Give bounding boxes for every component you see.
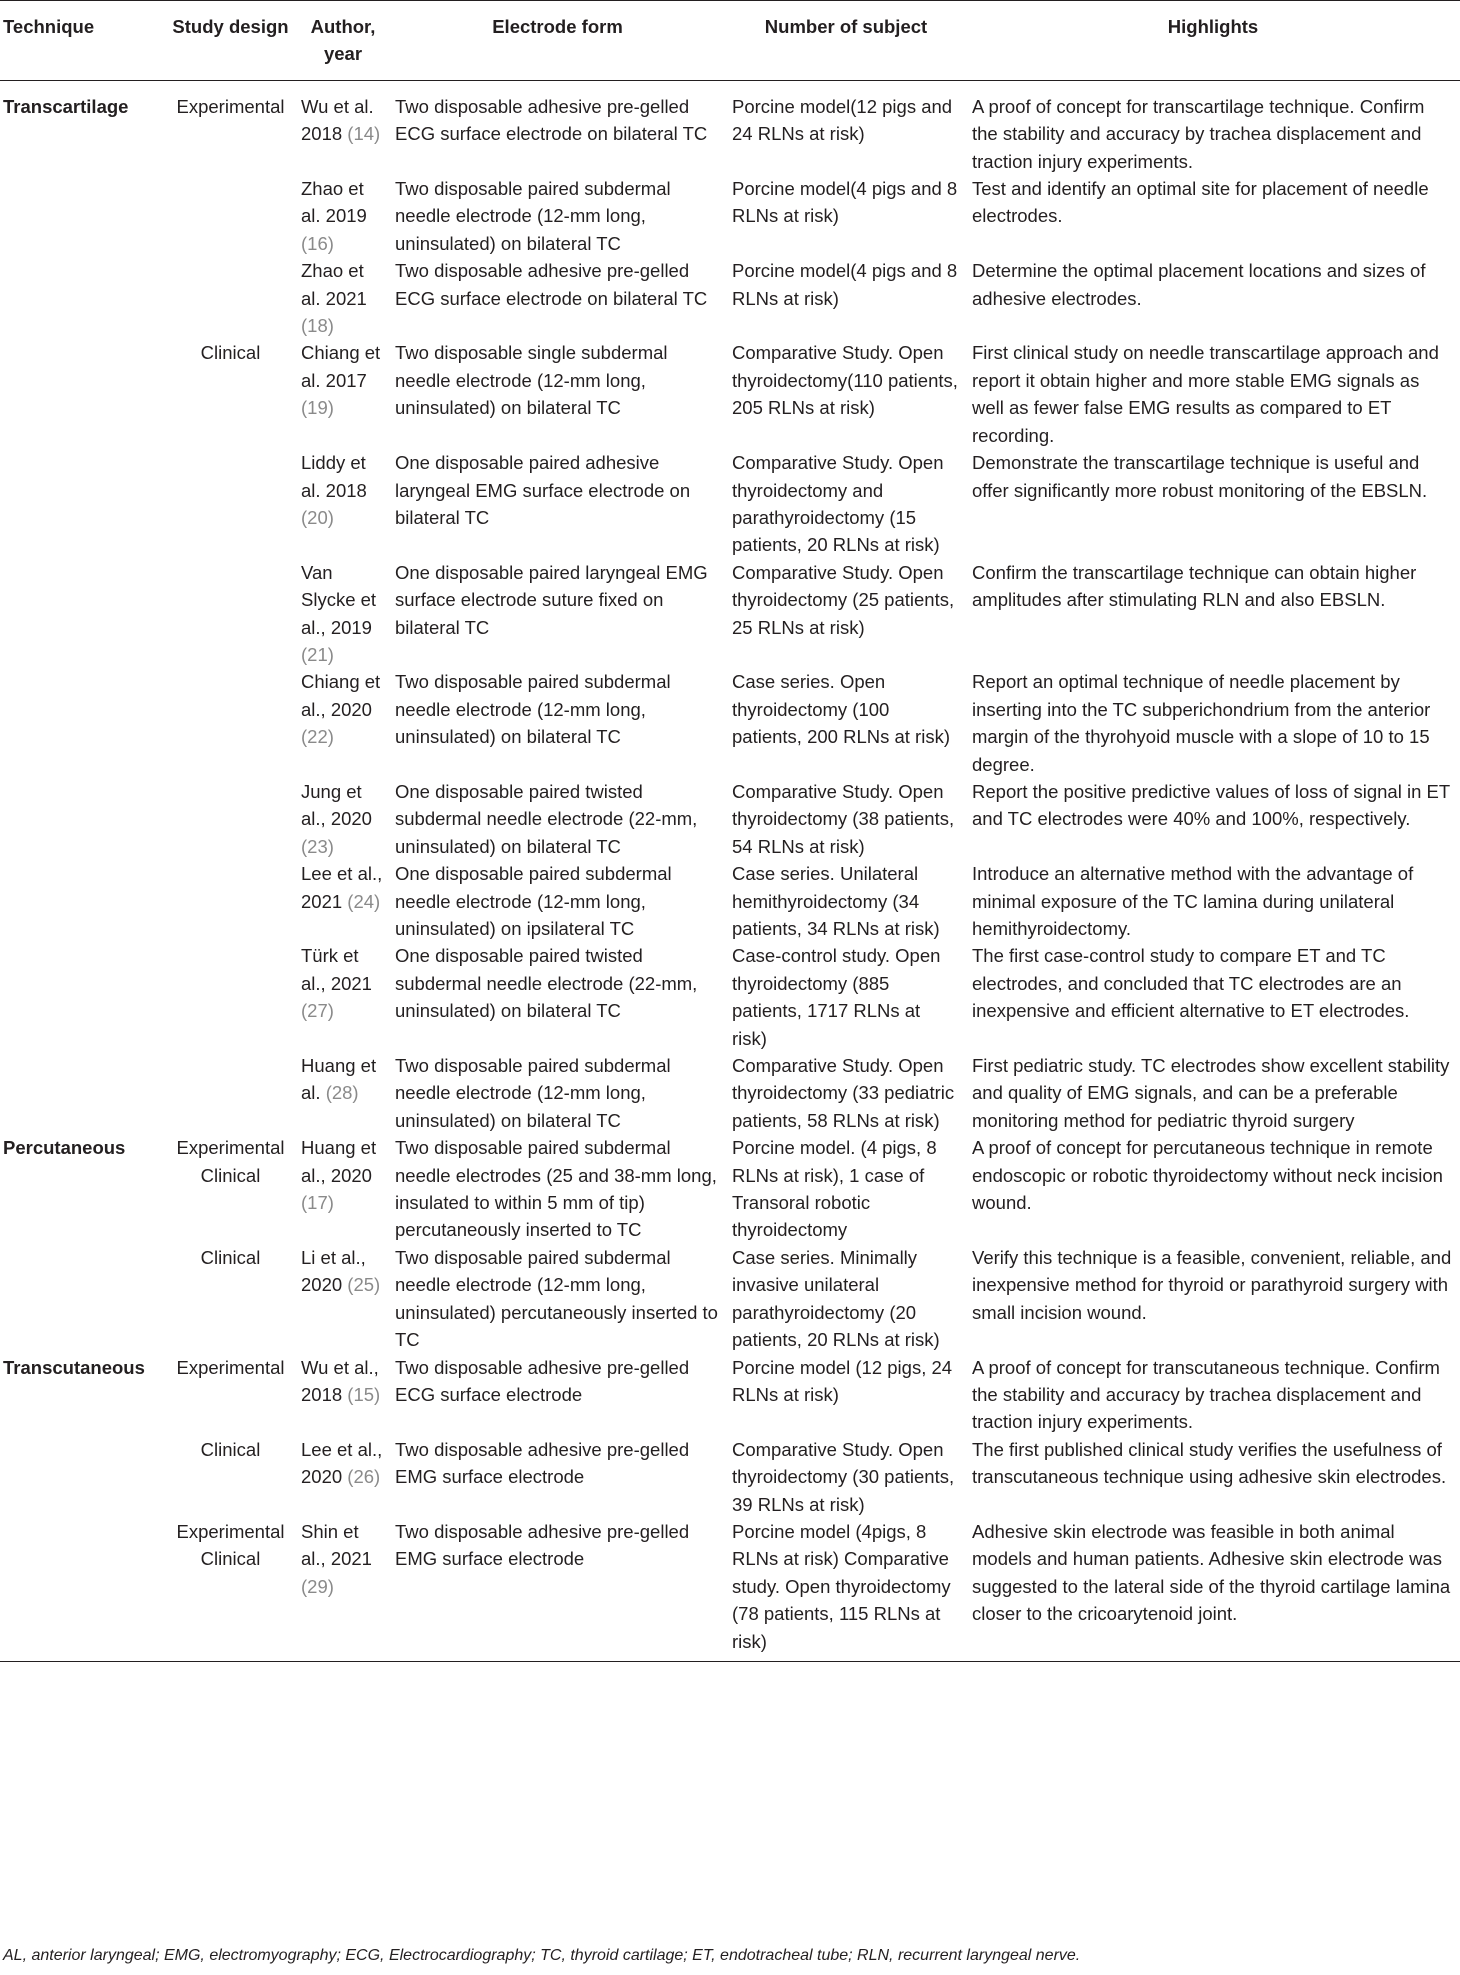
number-of-subject-cell: Comparative Study. Open thyroidectomy(110 patients, 205 RLNs at risk) [732, 342, 958, 419]
highlights-cell: First clinical study on needle transcartilage approach and report it obtain higher and more stable EMG signals as well as fewer false EMG results as compared to ET recording. [972, 342, 1439, 446]
study-design-cell: Experimental [176, 1356, 285, 1378]
technique-cell: Transcartilage [3, 95, 129, 117]
technique-cell [0, 339, 164, 449]
highlights-cell: Demonstrate the transcartilage technique is useful and offer significantly more robust monitoring of the EBSLN. [972, 452, 1428, 501]
number-of-subject-cell: Porcine model(12 pigs and 24 RLNs at risk) [732, 95, 953, 145]
highlights-cell: Confirm the transcartilage technique can obtain higher amplitudes after stimulating RLN and also EBSLN. [972, 561, 1417, 611]
number-of-subject-cell: Case series. Unilateral hemithyroidectomy (34 patients, 34 RLNs at risk) [732, 863, 940, 939]
author-text: Wu et al., 2018 [301, 1356, 379, 1405]
number-of-subject-cell: Porcine model (12 pigs, 24 RLNs at risk) [732, 1356, 953, 1405]
study-design-cell [164, 257, 297, 339]
author-text: Chiang et al. 2017 [301, 342, 381, 391]
author-text: Zhao et al. 2021 [301, 260, 367, 309]
highlights-cell: A proof of concept for percutaneous technique in remote endoscopic or robotic thyroidectomy without neck incision wound. [972, 1137, 1443, 1214]
highlights-cell: The first case-control study to compare ET and TC electrodes, and concluded that TC electrodes are an inexpensive and efficient alternative to ET electrodes. [972, 945, 1410, 1022]
author-year-cell [297, 860, 389, 942]
study-design-cell [164, 449, 297, 559]
electrode-form-cell: Two disposable paired subdermal needle electrodes (25 and 38-mm long, insulated to within 5 mm of tip) percutaneously inserted to TC [395, 1137, 717, 1241]
highlights-cell: Determine the optimal placement locations and sizes of adhesive electrodes. [972, 260, 1426, 309]
electrode-form-cell: Two disposable adhesive pre-gelled EMG surface electrode [389, 1518, 726, 1662]
table-row [0, 942, 1460, 1052]
electrode-form-cell: Two disposable single subdermal needle electrode (12-mm long, uninsulated) on bilateral TC [395, 342, 668, 419]
technique-cell [0, 175, 164, 257]
author-text: Zhao et al. 2019 [301, 178, 367, 227]
electrode-form-cell: One disposable paired twisted subdermal needle electrode (22-mm, uninsulated) on bilateral TC [395, 780, 698, 857]
highlights-cell: First pediatric study. TC electrodes show excellent stability and quality of EMG signals, and can be a preferable monitoring method for pediatric thyroid surgery [972, 1055, 1450, 1131]
number-of-subject-cell: Comparative Study. Open thyroidectomy (38 patients, 54 RLNs at risk) [732, 780, 955, 857]
electrode-form-cell: Two disposable paired subdermal needle electrode (12-mm long, uninsulated) on bilateral TC [395, 671, 671, 748]
technique-cell: Percutaneous [3, 1137, 126, 1159]
electrode-form-cell: Two disposable paired subdermal needle electrode (12-mm long, uninsulated) on bilateral TC [395, 1055, 671, 1131]
table-row [0, 1354, 1460, 1436]
electrode-form-cell: Two disposable paired subdermal needle electrode (12-mm long, uninsulated) on bilateral TC [395, 178, 671, 254]
number-of-subject-cell: Porcine model(4 pigs and 8 RLNs at risk) [732, 260, 958, 309]
table-row [0, 668, 1460, 778]
table-footnote: AL, anterior laryngeal; EMG, electromyography; ECG, Electrocardiography; TC, thyroid cartilage; ET, endotracheal tube; RLN, recurrent laryngeal nerve. [3, 1947, 1081, 1964]
technique-cell [0, 449, 164, 559]
electrode-form-cell: One disposable paired adhesive laryngeal EMG surface electrode on bilateral TC [395, 452, 691, 528]
number-of-subject-cell: Comparative Study. Open thyroidectomy and parathyroidectomy (15 patients, 20 RLNs at risk) [732, 452, 944, 556]
header-electrode-form: Electrode form [389, 1, 726, 81]
table-row [0, 80, 1460, 175]
number-of-subject-cell: Comparative Study. Open thyroidectomy (25 patients, 25 RLNs at risk) [732, 561, 955, 638]
author-year-cell [297, 1052, 389, 1134]
number-of-subject-cell: Case series. Minimally invasive unilateral parathyroidectomy (20 patients, 20 RLNs at risk) [732, 1246, 940, 1351]
number-of-subject-cell: Porcine model. (4 pigs, 8 RLNs at risk), 1 case of Transoral robotic thyroidectomy [732, 1137, 937, 1241]
electrode-form-cell: Two disposable adhesive pre-gelled EMG surface electrode [395, 1438, 690, 1488]
electrode-form-cell: One disposable paired twisted subdermal needle electrode (22-mm, uninsulated) on bilateral TC [395, 945, 698, 1022]
electrode-form-cell: One disposable paired laryngeal EMG surface electrode suture fixed on bilateral TC [395, 561, 708, 638]
reference-number: (21) [301, 643, 334, 665]
number-of-subject-cell: Comparative Study. Open thyroidectomy (30 patients, 39 RLNs at risk) [732, 1438, 955, 1515]
author-year-cell [297, 1134, 389, 1244]
technique-cell [0, 257, 164, 339]
table-row [0, 860, 1460, 942]
reference-number: (19) [301, 397, 334, 419]
study-design-cell: Experimental Clinical [164, 1518, 297, 1662]
author-year-cell [297, 942, 389, 1052]
author-text: Lee et al., 2020 [301, 1438, 383, 1488]
highlights-cell: Verify this technique is a feasible, convenient, reliable, and inexpensive method for thyroid or parathyroid surgery with small incision wound. [972, 1246, 1452, 1323]
author-text: Wu et al. 2018 [301, 95, 374, 145]
number-of-subject-cell: Case series. Open thyroidectomy (100 patients, 200 RLNs at risk) [732, 671, 950, 748]
author-text: Liddy et al. 2018 [301, 452, 367, 501]
table-row [0, 1052, 1460, 1134]
study-design-cell: Clinical [200, 1438, 261, 1460]
table-row [0, 449, 1460, 559]
author-year-cell [297, 668, 389, 778]
highlights-cell: A proof of concept for transcartilage technique. Confirm the stability and accuracy by trachea displacement and traction injury experiments. [972, 95, 1425, 172]
study-design-cell: Experimental Clinical [176, 1137, 285, 1186]
technique-cell [0, 860, 164, 942]
study-design-cell [164, 942, 297, 1052]
reference-number: (23) [301, 835, 334, 857]
highlights-cell: Adhesive skin electrode was feasible in both animal models and human patients. Adhesive skin electrode was suggested to the lateral side of the thyroid cartilage lamina closer to the cricoarytenoid joint. [966, 1518, 1460, 1662]
author-text: Türk et al., 2021 [301, 945, 372, 994]
author-year-cell [297, 1354, 389, 1436]
study-design-cell: Experimental [176, 95, 285, 117]
number-of-subject-cell: Porcine model (4pigs, 8 RLNs at risk) Comparative study. Open thyroidectomy (78 patients, 115 RLNs at risk) [726, 1518, 966, 1662]
reference-number: (29) [301, 1575, 334, 1597]
table-row [0, 339, 1460, 449]
table-row [0, 175, 1460, 257]
author-year-cell [297, 80, 389, 175]
author-text: Huang et al., 2020 [301, 1137, 377, 1186]
author-year-cell [297, 778, 389, 860]
reference-number: (20) [301, 506, 334, 528]
study-design-cell [164, 1052, 297, 1134]
author-year-cell [297, 449, 389, 559]
study-design-cell [164, 559, 297, 669]
number-of-subject-cell: Case-control study. Open thyroidectomy (885 patients, 1717 RLNs at risk) [732, 945, 941, 1049]
reference-number: (26) [347, 1466, 381, 1488]
reference-number: (27) [301, 1000, 334, 1022]
highlights-cell: Introduce an alternative method with the advantage of minimal exposure of the TC lamina during unilateral hemithyroidectomy. [972, 863, 1414, 939]
author-year-cell [297, 559, 389, 669]
number-of-subject-cell: Comparative Study. Open thyroidectomy (33 pediatric patients, 58 RLNs at risk) [732, 1055, 955, 1131]
technique-cell [0, 1052, 164, 1134]
header-highlights: Highlights [966, 1, 1460, 81]
reference-number: (28) [325, 1082, 359, 1104]
author-year-cell [297, 257, 389, 339]
study-design-cell [164, 778, 297, 860]
reference-number: (25) [347, 1274, 381, 1296]
header-number-of-subject: Number of subject [726, 1, 966, 81]
author-text: Shin et al., 2021 [301, 1520, 372, 1570]
author-year-cell [297, 339, 389, 449]
author-text: Li et al., 2020 [301, 1246, 366, 1296]
reference-number: (15) [347, 1383, 381, 1405]
study-design-cell: Clinical [200, 1246, 261, 1268]
author-year-cell [297, 1518, 389, 1662]
reference-number: (16) [301, 232, 334, 254]
reference-number: (24) [347, 890, 381, 912]
header-study-design: Study design [164, 1, 297, 81]
table-row [0, 257, 1460, 339]
highlights-cell: Test and identify an optimal site for placement of needle electrodes. [972, 178, 1429, 227]
electrode-form-cell: Two disposable adhesive pre-gelled ECG surface electrode [395, 1356, 690, 1405]
highlights-cell: A proof of concept for transcutaneous technique. Confirm the stability and accuracy by trachea displacement and traction injury experiments. [972, 1356, 1440, 1433]
table-row [0, 1244, 1460, 1354]
author-text: Lee et al., 2021 [301, 863, 383, 912]
header-technique: Technique [0, 1, 164, 81]
author-text: Chiang et al., 2020 [301, 671, 381, 720]
table-row [0, 1518, 1460, 1662]
technique-cell [0, 1244, 164, 1354]
table-row [0, 1134, 1460, 1244]
electrode-form-cell: One disposable paired subdermal needle electrode (12-mm long, uninsulated) on ipsilateral TC [395, 863, 672, 939]
author-text: Huang et al. [301, 1055, 377, 1104]
table-row [0, 559, 1460, 669]
study-design-cell: Clinical [200, 342, 261, 364]
author-text: Van Slycke et al., 2019 [301, 561, 377, 638]
header-row [0, 1, 1460, 81]
reference-number: (22) [301, 726, 334, 748]
highlights-cell: The first published clinical study verifies the usefulness of transcutaneous technique using adhesive skin electrodes. [972, 1438, 1447, 1488]
electrode-form-cell: Two disposable paired subdermal needle electrode (12-mm long, uninsulated) percutaneously inserted to TC [395, 1246, 718, 1351]
author-year-cell [297, 1436, 389, 1518]
study-design-cell [164, 668, 297, 778]
author-text: Jung et al., 2020 [301, 780, 372, 830]
table-row [0, 778, 1460, 860]
technique-cell [0, 559, 164, 669]
study-design-cell [164, 175, 297, 257]
study-design-cell [164, 860, 297, 942]
electrode-form-cell: Two disposable adhesive pre-gelled ECG surface electrode on bilateral TC [395, 260, 708, 309]
number-of-subject-cell: Porcine model(4 pigs and 8 RLNs at risk) [732, 178, 958, 227]
author-year-cell [297, 1244, 389, 1354]
technique-cell [0, 668, 164, 778]
reference-number: (18) [301, 315, 334, 337]
reference-number: (17) [301, 1192, 334, 1214]
electrode-form-cell: Two disposable adhesive pre-gelled ECG surface electrode on bilateral TC [395, 95, 708, 145]
technique-cell [0, 778, 164, 860]
table-row [0, 1436, 1460, 1518]
table-body [0, 80, 1460, 1661]
technique-cell [0, 1518, 164, 1662]
technique-cell [0, 942, 164, 1052]
highlights-cell: Report an optimal technique of needle placement by inserting into the TC subperichondrium from the anterior margin of the thyrohyoid muscle with a slope of 10 to 15 degree. [972, 671, 1431, 775]
highlights-cell: Report the positive predictive values of loss of signal in ET and TC electrodes were 40% and 100%, respectively. [972, 780, 1450, 830]
technique-cell: Transcutaneous [3, 1356, 145, 1378]
technique-cell [0, 1436, 164, 1518]
author-year-cell [297, 175, 389, 257]
header-author-year: Author, year [297, 1, 389, 81]
reference-number: (14) [347, 123, 381, 145]
